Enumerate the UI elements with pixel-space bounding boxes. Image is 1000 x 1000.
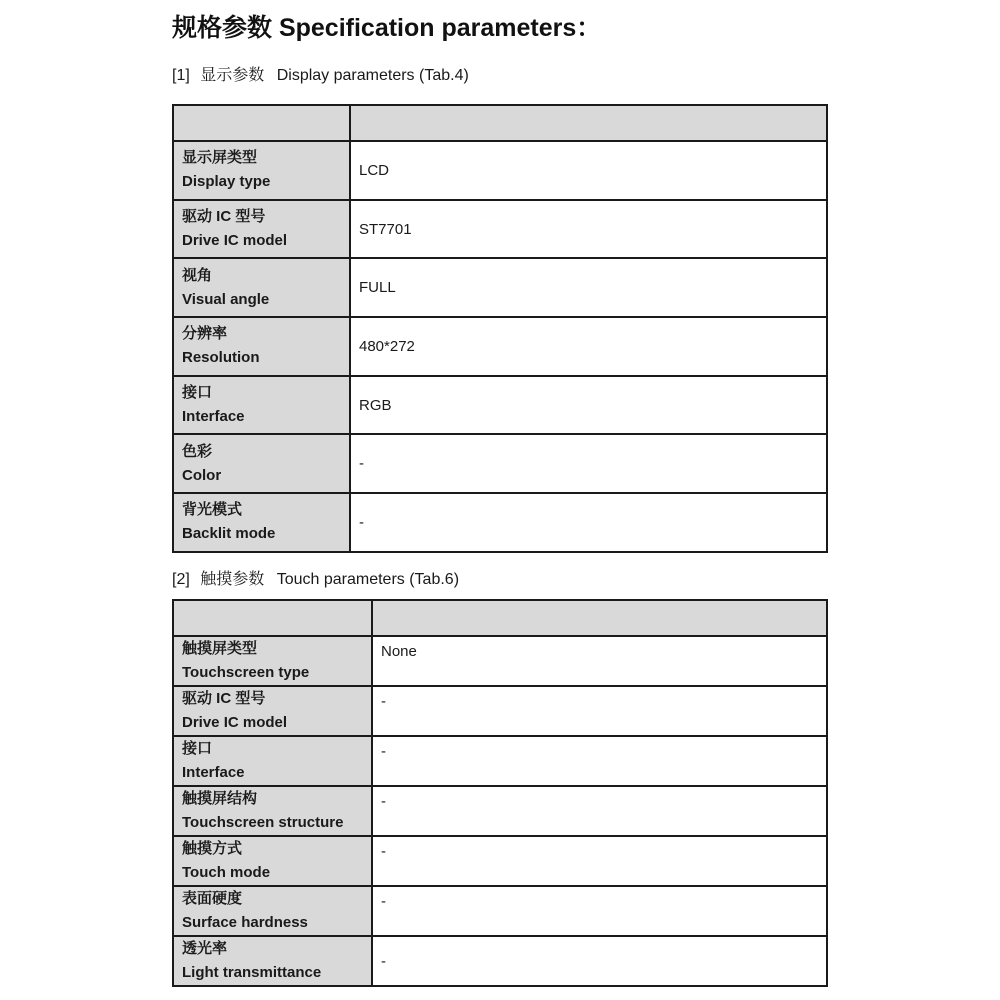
label-en: Backlit mode <box>182 525 276 543</box>
row-value: - <box>350 493 827 552</box>
row-label <box>173 493 350 552</box>
label-zh: 触摸屏类型 <box>182 640 258 657</box>
row-value: - <box>372 936 827 986</box>
row-value: - <box>372 686 827 736</box>
label-en: Interface <box>182 408 245 426</box>
label-zh: 色彩 <box>182 442 213 460</box>
label-zh: 接口 <box>182 384 213 402</box>
header-cell <box>372 600 827 636</box>
row-value: - <box>372 786 827 836</box>
row-label <box>173 836 372 886</box>
label-en: Drive IC model <box>182 714 288 731</box>
label-zh: 视角 <box>182 266 213 284</box>
table-row <box>173 636 827 686</box>
label-en: Resolution <box>182 349 260 367</box>
page-title: 规格参数 Specification parameters： <box>172 14 602 42</box>
table-row <box>173 493 827 552</box>
row-label <box>173 317 350 376</box>
row-value: - <box>350 434 827 493</box>
label-zh: 表面硬度 <box>182 890 243 907</box>
section-number: [2] <box>172 571 190 588</box>
section-title-en: Display parameters (Tab.4) <box>276 67 469 84</box>
touch-parameters-table <box>172 599 828 987</box>
row-label <box>173 200 350 259</box>
display-section-heading <box>172 62 469 85</box>
label-zh: 驱动 IC 型号 <box>182 690 266 707</box>
row-label <box>173 736 372 786</box>
table-row <box>173 258 827 317</box>
table-row <box>173 836 827 886</box>
touch-section-heading <box>172 566 459 589</box>
label-zh: 触摸方式 <box>182 840 243 857</box>
table-row <box>173 200 827 259</box>
label-en: Drive IC model <box>182 232 288 250</box>
table-row <box>173 936 827 986</box>
section-number: [1] <box>172 67 190 84</box>
label-zh: 接口 <box>182 740 213 757</box>
row-value: RGB <box>350 376 827 435</box>
row-value: FULL <box>350 258 827 317</box>
label-en: Touchscreen type <box>182 664 310 681</box>
label-zh: 透光率 <box>182 940 228 957</box>
row-value: ST7701 <box>350 200 827 259</box>
label-zh: 分辨率 <box>182 325 228 343</box>
section-title-zh: 显示参数 <box>200 67 265 84</box>
table-row <box>173 141 827 200</box>
header-cell <box>173 105 350 141</box>
row-label <box>173 686 372 736</box>
label-zh: 触摸屏结构 <box>182 790 258 807</box>
row-value: 480*272 <box>350 317 827 376</box>
label-en: Visual angle <box>182 290 270 308</box>
row-value: - <box>372 886 827 936</box>
table-row <box>173 686 827 736</box>
label-en: Surface hardness <box>182 914 308 931</box>
header-cell <box>173 600 372 636</box>
label-en: Interface <box>182 764 245 781</box>
table-row <box>173 786 827 836</box>
row-value: - <box>372 736 827 786</box>
row-label <box>173 636 372 686</box>
table-row <box>173 886 827 936</box>
row-label <box>173 258 350 317</box>
label-en: Color <box>182 466 222 484</box>
row-label <box>173 886 372 936</box>
section-title-zh: 触摸参数 <box>200 571 265 588</box>
label-en: Light transmittance <box>182 964 322 981</box>
label-zh: 背光模式 <box>182 501 243 519</box>
table-row <box>173 736 827 786</box>
label-zh: 显示屏类型 <box>182 149 258 167</box>
table-row <box>173 376 827 435</box>
row-value: - <box>372 836 827 886</box>
row-label <box>173 786 372 836</box>
row-label <box>173 376 350 435</box>
row-label <box>173 434 350 493</box>
section-title-en: Touch parameters (Tab.6) <box>276 571 460 588</box>
table-row <box>173 434 827 493</box>
table-header-row <box>173 600 827 636</box>
header-cell <box>350 105 827 141</box>
row-label <box>173 141 350 200</box>
label-zh: 驱动 IC 型号 <box>182 208 266 226</box>
table-header-row <box>173 105 827 141</box>
label-en: Touch mode <box>182 864 271 881</box>
label-en: Touchscreen structure <box>182 814 344 831</box>
table-row <box>173 317 827 376</box>
label-en: Display type <box>182 173 271 191</box>
row-value: None <box>372 636 827 686</box>
row-value: LCD <box>350 141 827 200</box>
display-parameters-table <box>172 104 828 553</box>
row-label <box>173 936 372 986</box>
